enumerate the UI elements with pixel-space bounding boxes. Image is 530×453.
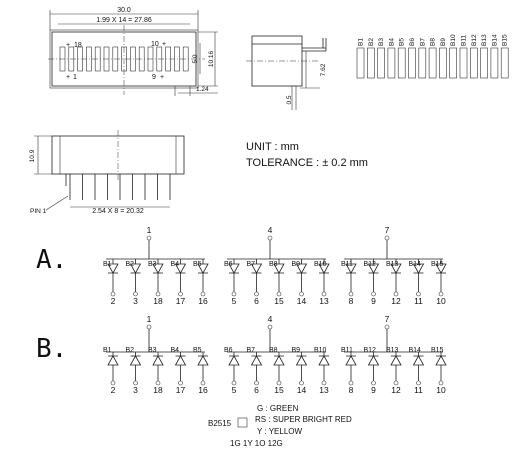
side762-dim: 7.62 [320,63,327,77]
led-diode [297,356,307,365]
pin-label: 11 [414,296,423,306]
led-diode [176,356,186,365]
segment-label: B15 [431,347,444,354]
segment-label: B8 [429,38,437,46]
pin-label: 12 [391,385,401,395]
segment-cell [419,48,426,78]
legend-part: B2515 [208,419,232,428]
segment-label: B11 [460,34,468,46]
svg-text:+: + [160,74,165,81]
pin-label: 13 [319,296,329,306]
h1016-dim: 10.16 [208,50,215,68]
common-terminal [385,325,389,329]
segment-map [357,34,509,78]
segment-cell [460,48,467,78]
circuit-b-label: B. [36,334,68,364]
segment-label: B13 [386,347,399,354]
pin-label: 14 [296,385,307,395]
segment-label: B5 [398,38,406,46]
segment-slot [130,47,135,71]
pin-label: 15 [274,385,284,395]
d124-dim: 1.24 [196,86,209,93]
pin1-marker: PIN 1 [30,208,47,215]
segment-label: B7 [246,347,256,354]
segment-label: B3 [148,261,157,268]
segment-label: B5 [193,347,202,354]
led-diode [369,356,379,365]
segment-label: B7 [246,261,256,268]
pin-view [29,130,184,215]
pin-label: 8 [348,385,354,395]
segment-label: B6 [224,261,233,268]
pin-label: 5 [231,385,237,395]
legend-red: RS : SUPER BRIGHT RED [255,415,352,424]
pin18-label: 18 [74,42,82,49]
common-pin-label: 4 [267,314,273,324]
pin-label: 10 [436,296,446,306]
segment-label: B12 [363,347,376,354]
segment-label: B6 [224,347,233,354]
pin-label: 11 [414,385,423,395]
pin-label: 9 [371,385,376,395]
legend-codes: 1G 1Y 1O 12G [230,439,283,448]
led-diode [131,356,141,365]
common-pin-label: 1 [146,314,152,324]
segment-label: B10 [314,347,327,354]
segment-label: B4 [388,38,396,46]
pin-label: 14 [296,296,307,306]
segment-cell [470,48,477,78]
segment-label: B5 [193,261,202,268]
pin-label: 2 [110,296,116,306]
side-view [246,36,327,110]
segment-cell [388,48,395,78]
pin-pitch-dim: 2.54 X 8 = 20.32 [92,208,144,215]
common-terminal [147,236,151,240]
led-diode [252,356,262,365]
segment-cell [367,48,374,78]
legend-green: G : GREEN [257,404,299,413]
segment-label: B12 [363,261,376,268]
segment-label: B8 [269,261,278,268]
segment-label: B4 [170,261,180,268]
side05-dim: 0.5 [286,95,293,105]
pin-label: 6 [254,385,259,395]
segment-cell [409,48,416,78]
led-diode [436,356,446,365]
pin-label: 10 [436,385,446,395]
segment-slot [86,47,91,71]
segment-label: B3 [148,347,157,354]
segment-label: B7 [419,38,427,46]
segment-label: B12 [470,34,478,46]
pin-label: 17 [175,385,186,395]
h109-dim: 10.9 [29,149,36,163]
segment-label: B9 [291,347,301,354]
h5-dim: 5.0 [192,54,199,64]
segment-cell [501,48,508,78]
led-diode [414,356,424,365]
width-dim: 30.0 [117,7,131,14]
pin-label: 6 [254,296,259,306]
segment-label: B15 [431,261,444,268]
segment-label: B1 [357,38,365,46]
pin-label: 5 [231,296,237,306]
segment-label: B9 [439,38,447,46]
common-pin-label: 1 [146,225,152,235]
segment-label: B11 [341,347,353,354]
schematics [103,225,446,395]
segment-cell [357,48,364,78]
pin-label: 3 [133,296,138,306]
svg-text:+: + [162,41,167,48]
pin-label: 17 [175,296,186,306]
pin-label: 3 [133,385,138,395]
pin-label: 12 [391,296,401,306]
pitch-dim: 1.99 X 14 = 27.86 [96,17,152,24]
segment-label: B14 [408,347,421,354]
segment-cell [378,48,385,78]
circuit-a-label: A. [36,245,68,275]
pin9-label: 9 [152,74,156,81]
led-diode [319,356,329,365]
legend-yellow: Y : YELLOW [257,427,303,436]
segment-label: B9 [291,261,301,268]
pin1-label: 1 [73,74,77,81]
segment-label: B4 [170,347,180,354]
pin10-label: 10 [151,41,159,48]
segment-label: B6 [409,38,416,46]
common-pin-label: 4 [267,225,273,235]
led-diode [153,356,163,365]
segment-label: B1 [103,261,112,268]
common-terminal [268,236,272,240]
segment-label: B13 [386,261,399,268]
led-diode [229,356,239,365]
segment-label: B14 [408,261,421,268]
pin18-mark: + [66,42,71,49]
segment-label: B11 [341,261,353,268]
led-diode [198,356,208,365]
pin-label: 16 [198,296,208,306]
segment-label: B8 [269,347,278,354]
segment-cell [398,48,405,78]
segment-cell [439,48,446,78]
segment-cell [481,48,488,78]
common-terminal [385,236,389,240]
led-diode [274,356,284,365]
segment-label: B14 [491,34,499,46]
led-diode [346,356,356,365]
pin-label: 9 [371,296,376,306]
pin-label: 2 [110,385,116,395]
segment-label: B15 [501,34,509,46]
legend-box [238,418,247,427]
legend [208,404,352,448]
tolerance-label: TOLERANCE : ± 0.2 mm [246,157,368,169]
pin-label: 8 [348,296,354,306]
segment-label: B10 [314,261,327,268]
pin-label: 15 [274,296,284,306]
segment-label: B3 [378,38,386,46]
segment-cell [429,48,436,78]
segment-label: B2 [367,38,375,46]
common-pin-label: 7 [384,225,390,235]
segment-label: B13 [481,34,489,46]
segment-label: B10 [450,34,458,46]
segment-label: B2 [125,347,135,354]
common-pin-label: 7 [384,314,390,324]
pin-label: 13 [319,385,329,395]
segment-label: B2 [125,261,135,268]
common-terminal [147,325,151,329]
segment-label: B1 [103,347,112,354]
pin-label: 18 [153,296,163,306]
pin-label: 16 [198,385,208,395]
segment-cell [491,48,498,78]
pin-label: 18 [153,385,163,395]
common-terminal [268,325,272,329]
segment-cell [450,48,457,78]
unit-label: UNIT : mm [246,141,299,153]
front-view [48,7,218,96]
led-diode [391,356,401,365]
segment-slot [174,47,179,71]
led-diode [108,356,118,365]
svg-text:+: + [66,74,71,81]
